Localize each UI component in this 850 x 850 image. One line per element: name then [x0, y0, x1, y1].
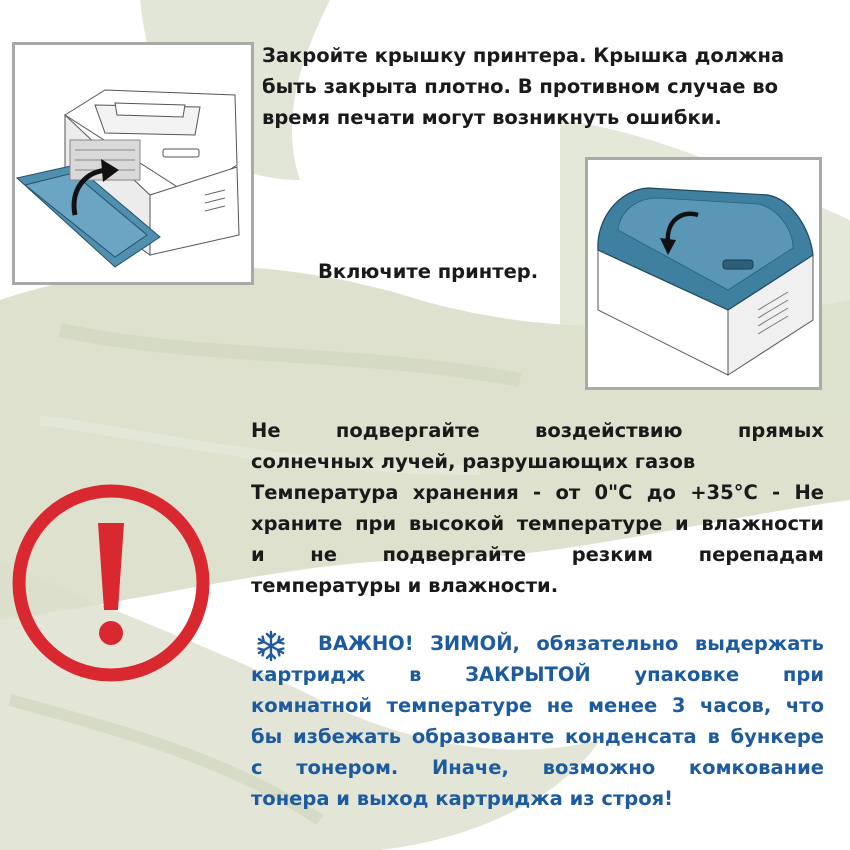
storage-warning-line: храните при высокой температуре и влажности — [251, 512, 824, 535]
close-cover-line: быть закрыта плотно. В противном случае во — [262, 75, 778, 98]
storage-warning-line: Температура хранения - от 0"С до +35°С - Не — [251, 481, 824, 504]
printer-open-tray-image — [12, 42, 254, 285]
winter-notice — [251, 628, 824, 814]
storage-warning-line: и не подвергайте резким перепадам — [251, 543, 824, 566]
printer-closed-lid-icon — [588, 160, 819, 387]
winter-notice-line: комнатной температуре не менее 3 часов, что — [251, 694, 824, 717]
printer-closed-lid-image — [585, 157, 822, 390]
storage-warning-line: солнечных лучей, разрушающих газов — [251, 450, 696, 473]
storage-warning — [251, 415, 824, 601]
winter-notice-line: ВАЖНО! ЗИМОЙ, обязательно выдержать — [318, 632, 824, 655]
winter-notice-line: картридж в ЗАКРЫТОЙ упаковке при — [251, 663, 824, 686]
winter-notice-line: бы избежать образованте конденсата в бункере — [251, 725, 824, 748]
winter-notice-line: тонера и выход картриджа из строя! — [251, 787, 674, 810]
close-cover-line: Закройте крышку принтера. Крышка должна — [262, 44, 785, 67]
close-cover-instruction — [262, 40, 822, 133]
winter-notice-line: с тонером. Иначе, возможно комкование — [251, 756, 824, 779]
storage-warning-line: Не подвергайте воздействию прямых — [251, 419, 824, 442]
power-on-instruction: Включите принтер. — [318, 260, 539, 283]
close-cover-line: время печати могут возникнуть ошибки. — [262, 106, 722, 129]
storage-warning-line: температуры и влажности. — [251, 574, 559, 597]
printer-open-tray-icon — [15, 45, 251, 282]
exclamation-circle-icon — [6, 478, 216, 688]
